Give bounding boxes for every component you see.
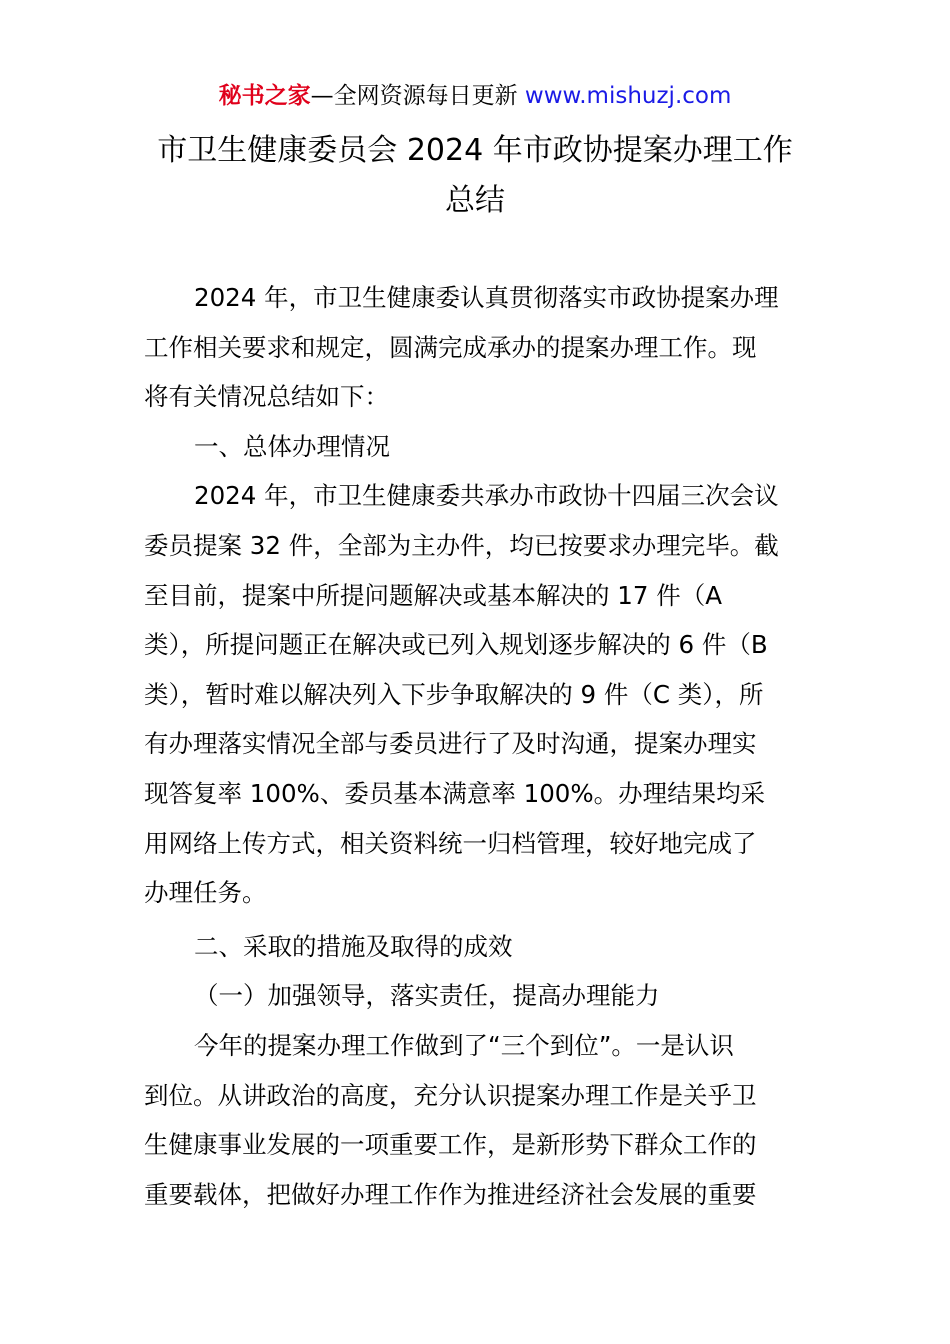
para-3-line: 生健康事业发展的一项重要工作，是新形势下群众工作的: [144, 1130, 757, 1160]
para-1-line: 工作相关要求和规定，圆满完成承办的提案办理工作。现: [144, 332, 757, 362]
para-2-line: 类），暂时难以解决列入下步争取解决的 9 件（C 类），所: [144, 679, 764, 709]
para-1-line: 将有关情况总结如下：: [144, 382, 389, 412]
para-2-line: 至目前，提案中所提问题解决或基本解决的 17 件（A: [144, 580, 723, 610]
para-2-line: 委员提案 32 件，全部为主办件，均已按要求办理完毕。截: [144, 530, 779, 560]
title-line-1: 市卫生健康委员会 2024 年市政协提案办理工作: [157, 133, 793, 168]
para-1-line: 2024 年，市卫生健康委认真贯彻落实市政协提案办理: [194, 283, 779, 312]
para-2-line: 办理任务。: [144, 878, 267, 908]
banner-tagline: —全网资源每日更新: [310, 83, 525, 109]
para-2-line: 用网络上传方式，相关资料统一归档管理，较好地完成了: [144, 828, 757, 858]
section-heading-1: 一、总体办理情况: [194, 431, 390, 461]
subsection-heading-1: （一）加强领导，落实责任，提高办理能力: [194, 981, 660, 1011]
document-title: [100, 126, 850, 226]
document-body: [144, 273, 806, 1219]
para-3-line: 今年的提案办理工作做到了“三个到位”。一是认识: [194, 1030, 734, 1060]
brand-name: 秘书之家: [218, 83, 311, 109]
para-2-line: 有办理落实情况全部与委员进行了及时沟通，提案办理实: [144, 729, 757, 759]
para-2-line: 2024 年，市卫生健康委共承办市政协十四届三次会议: [194, 481, 779, 511]
site-url: www.mishuzj.com: [524, 83, 732, 109]
para-2-line: 现答复率 100%、委员基本满意率 100%。办理结果均采: [144, 778, 766, 808]
section-heading-2: 二、采取的措施及取得的成效: [194, 931, 513, 961]
site-banner: [0, 80, 950, 112]
para-2-line: 类），所提问题正在解决或已列入规划逐步解决的 6 件（B: [144, 630, 768, 660]
para-3-line: 重要载体，把做好办理工作作为推进经济社会发展的重要: [144, 1179, 757, 1209]
para-3-line: 到位。从讲政治的高度，充分认识提案办理工作是关乎卫: [144, 1080, 757, 1110]
title-line-2: 总结: [445, 183, 505, 218]
